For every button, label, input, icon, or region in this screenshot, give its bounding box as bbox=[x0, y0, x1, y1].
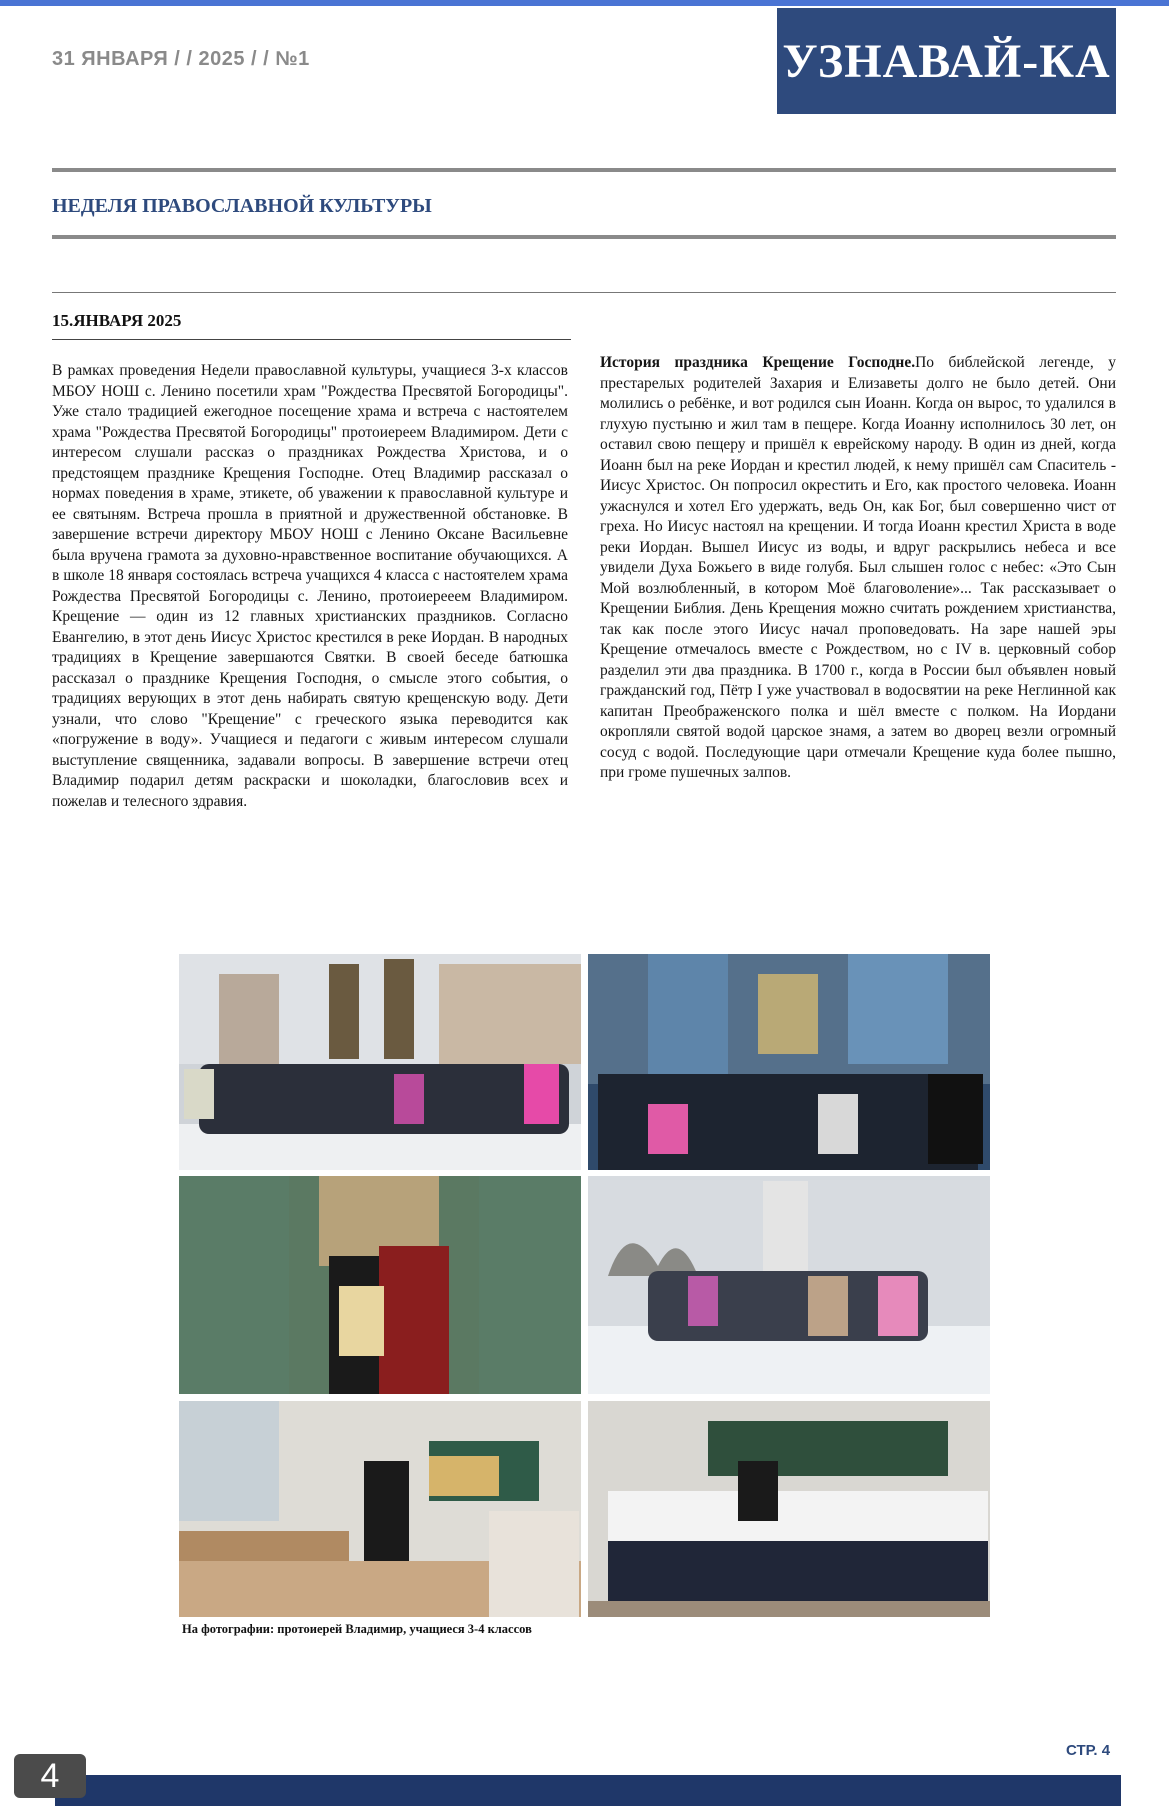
section-title: НЕДЕЛЯ ПРАВОСЛАВНОЙ КУЛЬТУРЫ bbox=[52, 195, 432, 217]
article-left-text: В рамках проведения Недели православной культуры, учащиеся 3-х классов МБОУ НОШ с. Ленино посетили храм "Рождества Пресвятой Богородицы". Уже стало традицией ежегодное посещение храма и встреча с настоятелем храма "Рождества Пресвятой Богородицы" протоиереем Владимиром. Дети с интересом слушали рассказ о праздниках Рождества Христова, и о предстоящем празднике Крещения Господне. Отец Владимир рассказал о нормах поведения в храме, этикете, об уважении к православной культуре и ее святыням. Встреча прошла в приятной и дружественной обстановке. В завершение встречи директору МБОУ НОШ с Ленино Оксане Васильевне была вручена грамота за духовно-нравственное воспитание обучающихся. А в школе 18 января состоялась встреча учащихся 4 класса с настоятелем храма Рождества Пресвятой Богородицы с. Ленино, протоиерееем Владимиром. Крещение — один из 12 главных христианских праздников. Согласно Евангелию, в этот день Иисус Христос крестился в реке Иордан. В народных традициях в Крещение завершаются Святки. В своей беседе батюшка рассказал о празднике Крещения Господня, о смысле этого события, о традициях верующих в этот день набирать святую крещенскую воду. Дети узнали, что слово "Крещение" с греческого языка переводится как «погружение в воду». Учащиеся и педагоги с живым интересом слушали выступление священника, задавали вопросы. В завершение встречи отец Владимир подарил детям раскраски и шоколадки, благословив всех и пожелав и телесного здравия. bbox=[52, 362, 568, 810]
article-right bbox=[600, 353, 1116, 784]
photo-classroom-priest bbox=[179, 1401, 581, 1617]
section-rule-top bbox=[52, 168, 1116, 172]
page-number-badge: 4 bbox=[14, 1754, 86, 1798]
section-rule-bottom bbox=[52, 235, 1116, 239]
article-date: 15.ЯНВАРЯ 2025 bbox=[52, 311, 182, 330]
photo-certificate-award bbox=[179, 1176, 581, 1394]
date-underline bbox=[52, 339, 571, 340]
article-right-lead: История праздника Крещение Господне. bbox=[600, 354, 916, 371]
photo-group-church-interior bbox=[588, 954, 990, 1170]
masthead-title: УЗНАВАЙ-КА bbox=[777, 8, 1116, 114]
content-rule bbox=[52, 292, 1116, 293]
page-label: СТР. 4 bbox=[1066, 1742, 1111, 1759]
footer-bar bbox=[55, 1775, 1121, 1806]
photo-group-statue-winter bbox=[588, 1176, 990, 1394]
issue-line: 31 ЯНВАРЯ / / 2025 / / №1 bbox=[52, 48, 310, 70]
top-accent-bar bbox=[0, 0, 1169, 6]
photo-group-monument bbox=[179, 954, 581, 1170]
article-right-text: По библейской легенде, у престарелых родителей Захария и Елизаветы долго не было детей. Они молились о ребёнке, и вот родился сын Иоанн. Когда он вырос, то удалился в глухую пустыню и жил там в пещере. Когда Иоанну исполнилось 30 лет, он оставил свою пещеру и пришёл к еврейскому народу. В один из дней, когда Иоанн был на реке Иордан и крестил людей, к нему пришёл сам Спаситель - Иисус Христос. Он попросил окрестить и Его, как простого человека. Иоанн ужаснулся и хотел Его удержать, ведь Он, как Бог, был совершенно чист от греха. Но Иисус настоял на крещении. И тогда Иоанн крестил Христа в воде реки Иордан. Вышел Иисус из воды, и вдруг раскрылись небеса и все увидели Духа Божьего в виде голубя. Был слышен голос с небес: «Это Сын Мой возлюбленный, в котором Моё благоволение»... Так рассказывает о Крещении Библия. День Крещения можно считать рождением христианства, так как после этого Иисус начал проповедовать. На заре нашей эры Крещение отмечалось вместе с Рождеством, но с IV в. церковный собор разделил эти два праздника. В 1700 г., когда в России был объявлен новый гражданский год, Пётр I уже участвовал в водосвятии на реке Неглинной как капитан Преображенского полка и шёл вместе с полком. На Иордани окропляли святой водой царское знамя, а затем во дворец везли огромный сосуд с водой. Последующие цари отмечали Крещение куда более пышно, при громе пушечных залпов. bbox=[600, 354, 1116, 781]
photo-group-school-uniform bbox=[588, 1401, 990, 1617]
gallery-caption: На фотографии: протоиерей Владимир, учащиеся 3-4 классов bbox=[182, 1622, 532, 1636]
